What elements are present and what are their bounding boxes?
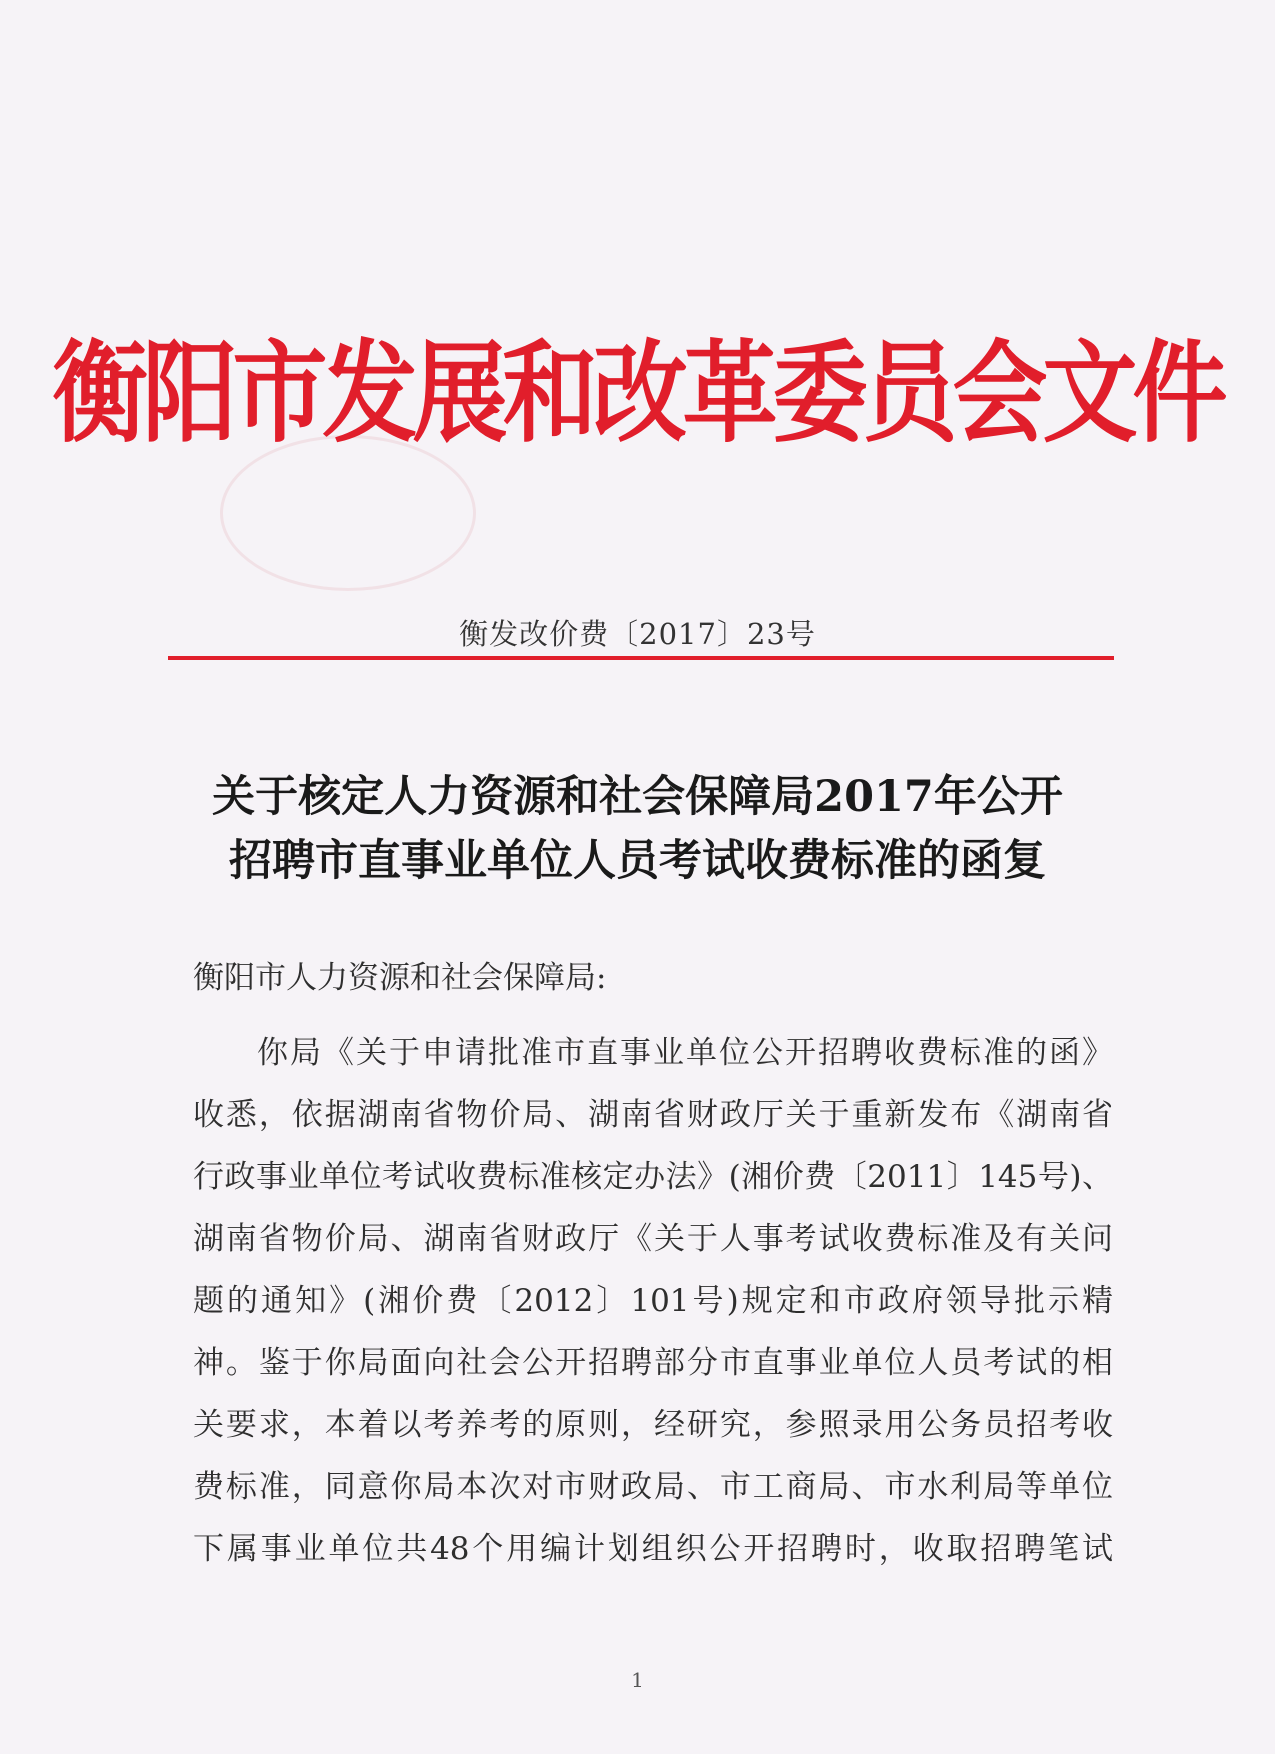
body-line: 关要求，本着以考养考的原则，经研究，参照录用公务员招考收 <box>193 1407 1113 1443</box>
body-line: 湖南省物价局、湖南省财政厅《关于人事考试收费标准及有关问 <box>193 1221 1113 1257</box>
body-line: 行政事业单位考试收费标准核定办法》(湘价费〔2011〕145号)、 <box>193 1159 1113 1195</box>
red-divider-line <box>168 656 1114 660</box>
document-title <box>0 765 1275 893</box>
issuer-header: 衡阳市发展和改革委员会文件 <box>52 330 1223 459</box>
title-line: 关于核定人力资源和社会保障局2017年公开 <box>212 772 1063 822</box>
body-line: 下属事业单位共48个用编计划组织公开招聘时，收取招聘笔试 <box>193 1531 1113 1567</box>
page-number: 1 <box>631 1668 644 1692</box>
title-line: 招聘市直事业单位人员考试收费标准的函复 <box>229 836 1046 886</box>
salutation: 衡阳市人力资源和社会保障局: <box>193 960 607 996</box>
show-through-seal <box>220 435 476 591</box>
body-line: 题的通知》(湘价费〔2012〕101号)规定和市政府领导批示精 <box>193 1283 1113 1319</box>
document-number: 衡发改价费〔2017〕23号 <box>459 617 816 651</box>
body-line: 费标准，同意你局本次对市财政局、市工商局、市水利局等单位 <box>193 1469 1113 1505</box>
body-line: 神。鉴于你局面向社会公开招聘部分市直事业单位人员考试的相 <box>193 1345 1113 1381</box>
body-line: 收悉，依据湖南省物价局、湖南省财政厅关于重新发布《湖南省 <box>193 1097 1113 1133</box>
body-line: 你局《关于申请批准市直事业单位公开招聘收费标准的函》 <box>257 1035 1113 1071</box>
body-text <box>193 1022 1113 1580</box>
